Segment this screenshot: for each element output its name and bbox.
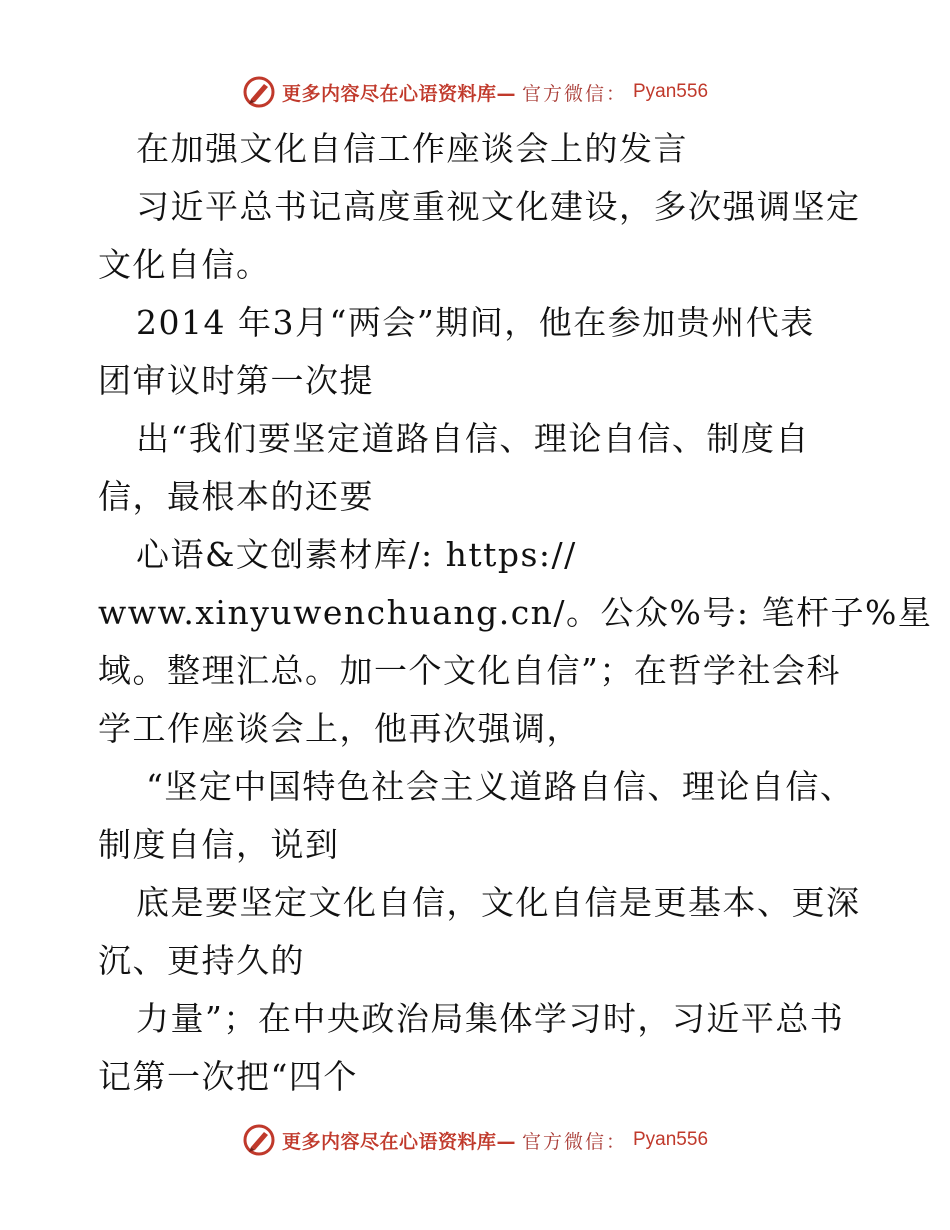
document-title: 在加强文化自信工作座谈会上的发言 xyxy=(136,129,688,168)
paragraph-line: 沉、更持久的 xyxy=(98,941,305,980)
paragraph-line: 信，最根本的还要 xyxy=(98,477,374,516)
banner-wechat-label: 官方微信： xyxy=(521,82,627,105)
banner-wechat-id: Pyan556 xyxy=(633,1129,709,1150)
paragraph-line: 力量”；在中央政治局集体学习时，习近平总书 xyxy=(136,999,845,1038)
paragraph-line: 团审议时第一次提 xyxy=(98,361,374,400)
paragraph-line: 心语&文创素材库/: https:// xyxy=(136,535,577,574)
banner-wechat-label: 官方微信： xyxy=(521,1130,627,1153)
paragraph-line: 学工作座谈会上，他再次强调， xyxy=(98,709,581,748)
banner-text: 更多内容尽在心语资料库— xyxy=(281,82,516,105)
paragraph-line: 习近平总书记高度重视文化建设，多次强调坚定 xyxy=(136,187,861,226)
footer-banner xyxy=(0,1120,950,1160)
document-body xyxy=(98,120,933,1106)
paragraph-line: 底是要坚定文化自信，文化自信是更基本、更深 xyxy=(136,883,861,922)
paragraph-line: 制度自信，说到 xyxy=(98,825,340,864)
banner-text: 更多内容尽在心语资料库— xyxy=(281,1130,516,1153)
paragraph-line: 2014 年3月“两会”期间，他在参加贵州代表 xyxy=(136,303,815,342)
paragraph-line: “坚定中国特色社会主义道路自信、理论自信、 xyxy=(146,767,855,806)
paragraph-line: 出“我们要坚定道路自信、理论自信、制度自 xyxy=(136,419,810,458)
pen-logo-icon xyxy=(242,75,276,109)
banner-wechat-id: Pyan556 xyxy=(633,81,709,102)
pen-logo-icon xyxy=(242,1123,276,1157)
paragraph-line: 域。整理汇总。加一个文化自信”；在哲学社会科 xyxy=(98,651,841,690)
paragraph-line: www.xinyuwenchuang.cn/。公众%号: 笔杆子%星 xyxy=(98,593,933,632)
paragraph-line: 文化自信。 xyxy=(98,245,271,284)
paragraph-line: 记第一次把“四个 xyxy=(98,1057,358,1096)
header-banner xyxy=(0,72,950,112)
